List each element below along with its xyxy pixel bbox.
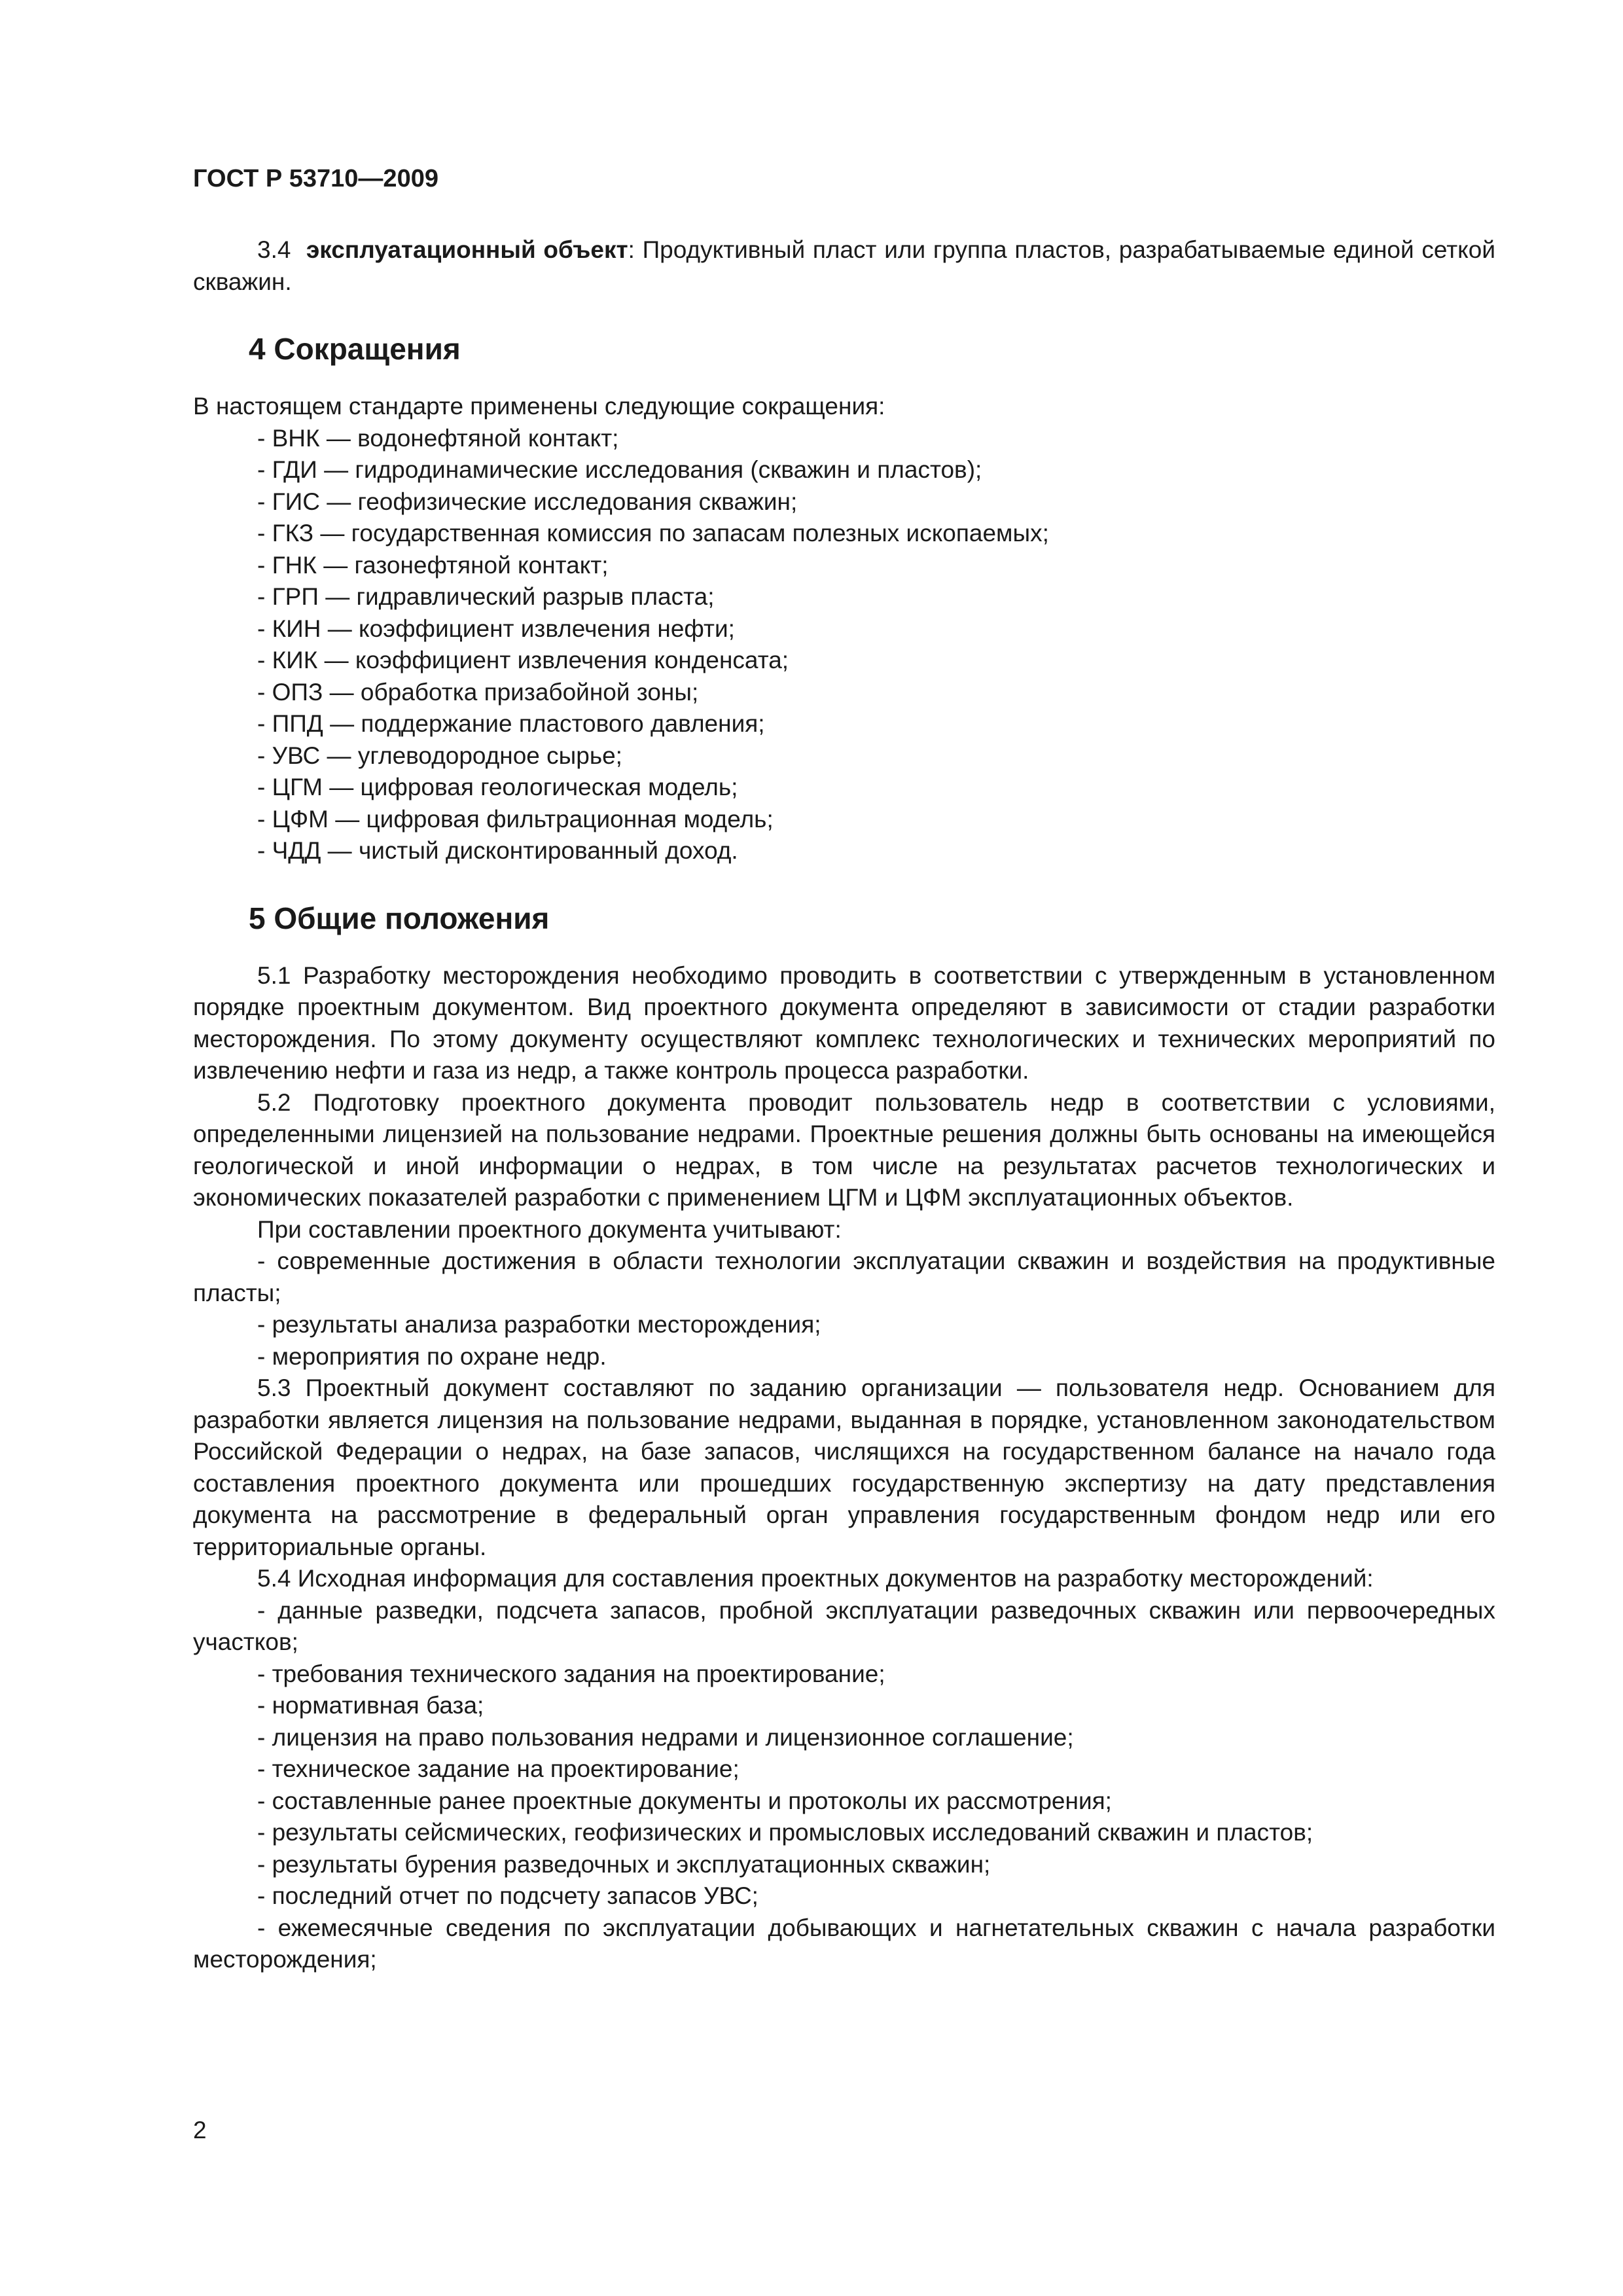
abbreviation-item: - ЦГМ — цифровая геологическая модель; [257,774,738,800]
list-item: - лицензия на право пользования недрами и лицензионное соглашение; [257,1723,1074,1751]
abbreviation-item: - КИК — коэффициент извлечения конденсата; [257,647,789,673]
abbreviation-item: - ГНК — газонефтяной контакт; [257,551,609,579]
list-item: - результаты бурения разведочных и эксплуатационных скважин; [257,1850,991,1878]
document-page [193,164,1495,1976]
abbreviation-list [193,423,1495,867]
list-item: - составленные ранее проектные документы и протоколы их рассмотрения; [257,1787,1112,1814]
section-5-title: 5 Общие положения [249,901,550,935]
list-item: - результаты анализа разработки месторождения; [257,1311,821,1338]
paragraph-5-2: 5.2 Подготовку проектного документа проводит пользователь недр в соответствии с условиями, определенными лицензией на пользование недрами. Проектные решения должны быть основаны на имеющейся геологической и иной информации о недрах, в том числе на результатах расчетов технологических и экономических показателей разработки с применением ЦГМ и ЦФМ эксплуатационных объектов. [193,1088,1495,1211]
document-header: ГОСТ Р 53710—2009 [193,165,438,192]
list-item: - данные разведки, подсчета запасов, пробной эксплуатации разведочных скважин или первоочередных участков; [193,1596,1495,1655]
list-item: - результаты сейсмических, геофизических и промысловых исследований скважин и пластов; [257,1819,1313,1846]
list-item: - техническое задание на проектирование; [257,1755,740,1782]
paragraph-5-2-intro: При составлении проектного документа учитывают: [257,1215,842,1243]
section-4-intro: В настоящем стандарте применены следующие сокращения: [193,393,885,420]
list-item: - нормативная база; [257,1692,484,1719]
abbreviation-item: - ВНК — водонефтяной контакт; [257,424,619,452]
paragraph-5-1: 5.1 Разработку месторождения необходимо проводить в соответствии с утвержденным в установленном порядке проектным документом. Вид проектного документа определяют в зависимости от стадии разработки месторождения. По этому документу осуществляют комплекс технологических и технических мероприятий по извлечению нефти и газа из недр, а также контроль процесса разработки. [193,961,1495,1084]
abbreviation-item: - ППД — поддержание пластового давления; [257,710,765,737]
list-item: - последний отчет по подсчету запасов УВС; [257,1882,758,1909]
abbreviation-item: - ГКЗ — государственная комиссия по запасам полезных ископаемых; [257,520,1049,547]
abbreviation-item: - УВС — углеводородное сырье; [257,742,622,769]
page-number: 2 [193,2117,207,2144]
list-item: - современные достижения в области технологии эксплуатации скважин и воздействия на продуктивные пласты; [193,1247,1495,1306]
abbreviation-item: - ГРП — гидравлический разрыв пласта; [257,583,715,610]
definition-text: : Продуктивный пласт или группа пластов, разрабатываемые единой сеткой скважин. [193,236,1495,295]
definition-number: 3.4 [257,236,291,263]
abbreviation-item: - ОПЗ — обработка призабойной зоны; [257,678,699,706]
paragraph-5-4: 5.4 Исходная информация для составления проектных документов на разработку месторождений: [257,1565,1374,1592]
definition-3-4 [193,234,1495,298]
abbreviation-item: - КИН — коэффициент извлечения нефти; [257,615,735,642]
list-item: - ежемесячные сведения по эксплуатации добывающих и нагнетательных скважин с начала разработки месторождения; [193,1914,1495,1973]
abbreviation-item: - ГДИ — гидродинамические исследования (скважин и пластов); [257,456,982,483]
abbreviation-item: - ГИС — геофизические исследования скважин; [257,488,798,515]
source-information-list [193,1595,1495,1976]
paragraph-5-3: 5.3 Проектный документ составляют по заданию организации — пользователя недр. Основанием для разработки является лицензия на пользование недрами, выданная в порядке, установленном законодательством Российской Федерации о недрах, на базе запасов, числящихся на государственном балансе на начало года составления проектного документа или прошедших государственную экспертизу на дату представления документа на рассмотрение в федеральный орган управления государственным фондом недр или его территориальные органы. [193,1374,1495,1560]
list-item: - требования технического задания на проектирование; [257,1660,885,1687]
list-item: - мероприятия по охране недр. [257,1342,607,1370]
abbreviation-item: - ЦФМ — цифровая фильтрационная модель; [257,805,774,833]
definition-term: эксплуатационный объект [306,236,628,263]
section-4-title: 4 Сокращения [249,332,461,366]
considerations-list [193,1246,1495,1372]
abbreviation-item: - ЧДД — чистый дисконтированный доход. [257,837,738,864]
